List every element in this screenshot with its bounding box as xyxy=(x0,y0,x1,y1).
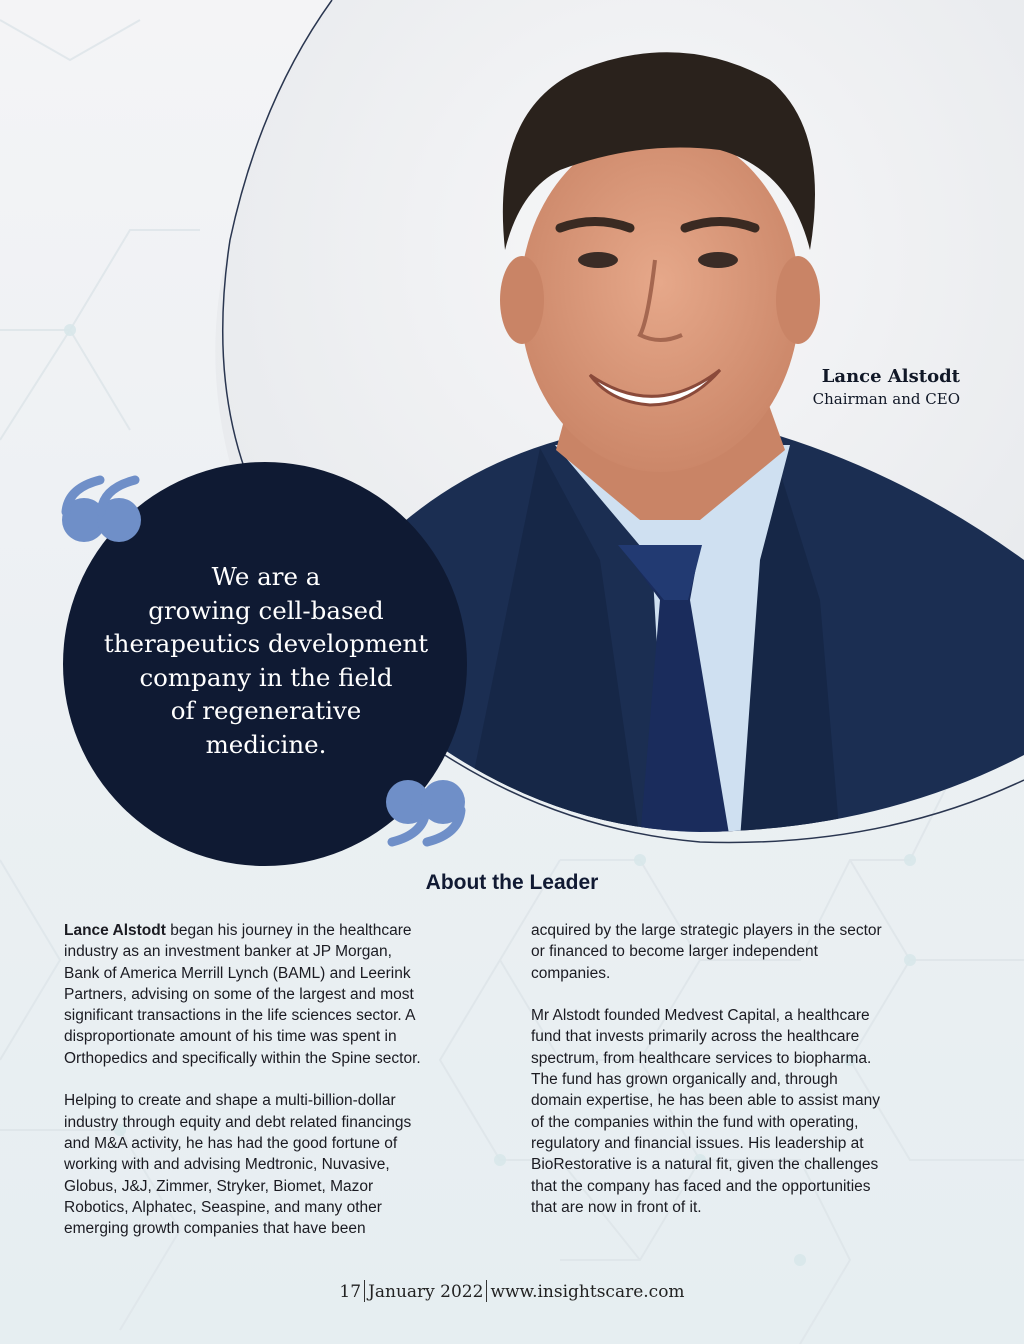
open-quote-icon xyxy=(62,480,141,542)
article-line: industry through equity and debt related financings xyxy=(64,1113,412,1131)
article-line: fund that invests primarily across the healthcare xyxy=(531,1028,860,1046)
issue-date: January 2022 xyxy=(368,1282,484,1302)
article-line: domain expertise, he has been able to assist many xyxy=(531,1092,880,1110)
article-line: that the company has faced and the opportunities xyxy=(531,1177,871,1195)
article-lead-name: Lance Alstodt xyxy=(64,922,166,939)
footer-divider xyxy=(486,1280,487,1302)
article-line: Partners, advising on some of the largest and most xyxy=(64,985,414,1003)
article-line: The fund has grown organically and, through xyxy=(531,1071,838,1089)
pull-quote-line: We are a xyxy=(211,562,321,591)
close-quote-icon xyxy=(386,780,465,842)
leader-caption xyxy=(813,366,960,410)
article-line: working with and advising Medtronic, Nuvasive, xyxy=(64,1156,390,1174)
article-line: BioRestorative is a natural fit, given the challenges xyxy=(531,1156,879,1174)
article-line: industry as an investment banker at JP Morgan, xyxy=(64,943,392,961)
article-line: Helping to create and shape a multi-billion-dollar xyxy=(64,1092,396,1110)
article-line: significant transactions in the life sciences sector. A xyxy=(64,1007,416,1025)
article-line: Lance Alstodt began his journey in the healthcare xyxy=(64,922,412,939)
article-line: Globus, J&J, Zimmer, Stryker, Biomet, Mazor xyxy=(64,1177,374,1195)
paragraph-gap xyxy=(64,1069,504,1090)
article-line: of the companies within the fund with operating, xyxy=(531,1113,859,1131)
footer-divider xyxy=(364,1280,365,1302)
pull-quote-line: therapeutics development xyxy=(103,629,429,658)
article-line: spectrum, from healthcare services to biopharma. xyxy=(531,1049,872,1067)
paragraph-gap xyxy=(531,984,971,1005)
article-line: companies. xyxy=(531,964,611,982)
page-number: 17 xyxy=(339,1282,362,1302)
page-footer xyxy=(0,1280,1024,1302)
article-line: Robotics, Alphatec, Seaspine, and many other xyxy=(64,1198,382,1216)
pull-quote-line: of regenerative xyxy=(170,696,362,725)
article-line: acquired by the large strategic players in the sector xyxy=(531,922,882,939)
article-column-left xyxy=(64,920,504,1239)
leader-name: Lance Alstodt xyxy=(821,366,960,387)
website-link[interactable]: www.insightscare.com xyxy=(490,1282,685,1302)
pull-quote-line: growing cell-based xyxy=(148,595,384,625)
pull-quote-line: company in the field xyxy=(139,662,393,692)
article-line: regulatory and financial issues. His leadership at xyxy=(531,1134,864,1152)
article-line: that are now in front of it. xyxy=(531,1198,702,1216)
pull-quote-line: medicine. xyxy=(205,729,327,759)
article-line: Orthopedics and specifically within the Spine sector. xyxy=(64,1049,421,1067)
section-title: About the Leader xyxy=(425,871,599,894)
article-line: disproportionate amount of his time was spent in xyxy=(64,1028,397,1046)
article-line: Mr Alstodt founded Medvest Capital, a healthcare xyxy=(531,1007,870,1025)
pull-quote xyxy=(88,560,444,761)
article-line: Bank of America Merrill Lynch (BAML) and Leerink xyxy=(64,964,411,982)
article-line: and M&A activity, he has had the good fortune of xyxy=(64,1134,398,1152)
leader-title: Chairman and CEO xyxy=(812,390,960,408)
article-column-right xyxy=(531,920,971,1218)
article-line: or financed to become larger independent xyxy=(531,943,818,961)
article-line: emerging growth companies that have been xyxy=(64,1220,366,1238)
